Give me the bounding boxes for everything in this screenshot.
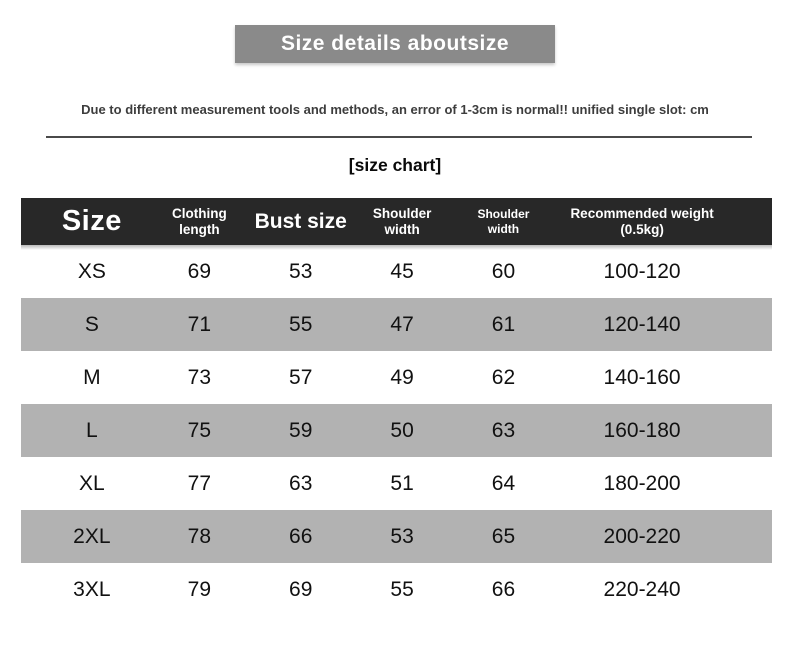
cell-bust-size: 66 [250,510,351,563]
col-header-recommended-weight [554,198,772,245]
cell-bust-size: 59 [250,404,351,457]
size-chart-label: [size chart] [348,155,442,175]
cell-size: M [83,365,101,389]
cell-bust-size: 69 [289,577,313,601]
cell-shoulder-width-1: 45 [390,259,414,283]
cell-size: L [21,404,149,457]
col-header-size: Size [21,198,149,245]
table-header-row [21,198,772,245]
cell-recommended-weight: 100-120 [603,259,681,283]
cell-shoulder-width-1: 50 [351,404,452,457]
cell-size: XS [77,259,106,283]
cell-shoulder-width-1: 51 [390,471,414,495]
col-header-clothing-length [149,198,250,245]
header-line-width: width [487,221,520,236]
measurement-disclaimer: Due to different measurement tools and methods, an error of 1-3cm is normal!! unified single slot: cm [81,102,709,117]
cell-recommended-weight: 160-180 [554,404,772,457]
divider-line [46,136,752,138]
size-chart-page [0,25,790,616]
col-header-bust-size: Bust size [250,198,351,245]
cell-size: 2XL [21,510,149,563]
cell-shoulder-width-1: 55 [390,577,414,601]
header-line-length: length [179,221,220,237]
cell-shoulder-width-2: 65 [453,510,554,563]
cell-shoulder-width-1: 49 [390,365,414,389]
cell-recommended-weight: 180-200 [603,471,681,495]
cell-bust-size: 53 [289,259,313,283]
cell-shoulder-width-1: 47 [351,298,452,351]
cell-recommended-weight: 140-160 [603,365,681,389]
header-line-clothing: Clothing [171,205,227,221]
table-row-m [21,351,772,404]
cell-clothing-length: 79 [187,577,212,601]
page-title-banner: Size details aboutsize [235,25,555,63]
cell-bust-size: 55 [250,298,351,351]
cell-shoulder-width-2: 61 [453,298,554,351]
size-table [21,198,772,616]
table-row-3xl [21,563,772,616]
cell-shoulder-width-1: 53 [351,510,452,563]
cell-bust-size: 63 [289,471,313,495]
table-row-xs [21,245,772,298]
cell-shoulder-width-2: 60 [491,259,516,283]
header-line-recommended-weight: Recommended weight [570,205,714,221]
cell-size: XL [78,471,105,495]
cell-clothing-length: 75 [149,404,250,457]
header-line-width: width [384,221,420,237]
header-line-weight-unit: (0.5kg) [620,221,664,237]
cell-clothing-length: 71 [149,298,250,351]
cell-clothing-length: 69 [187,259,212,283]
cell-shoulder-width-2: 64 [491,471,516,495]
table-row-2xl [21,510,772,563]
cell-size: 3XL [73,577,111,601]
cell-clothing-length: 77 [187,471,212,495]
cell-recommended-weight: 220-240 [603,577,681,601]
table-row-s [21,298,772,351]
col-header-shoulder-width-1 [351,198,452,245]
cell-clothing-length: 73 [187,365,212,389]
col-header-shoulder-width-2 [453,198,554,245]
cell-recommended-weight: 120-140 [554,298,772,351]
table-row-l [21,404,772,457]
cell-shoulder-width-2: 62 [491,365,516,389]
cell-bust-size: 57 [289,365,313,389]
header-line-shoulder: Shoulder [477,207,530,222]
cell-size: S [21,298,149,351]
cell-recommended-weight: 200-220 [554,510,772,563]
cell-shoulder-width-2: 63 [453,404,554,457]
header-line-shoulder: Shoulder [372,205,432,221]
cell-shoulder-width-2: 66 [491,577,516,601]
cell-clothing-length: 78 [149,510,250,563]
table-row-xl [21,457,772,510]
